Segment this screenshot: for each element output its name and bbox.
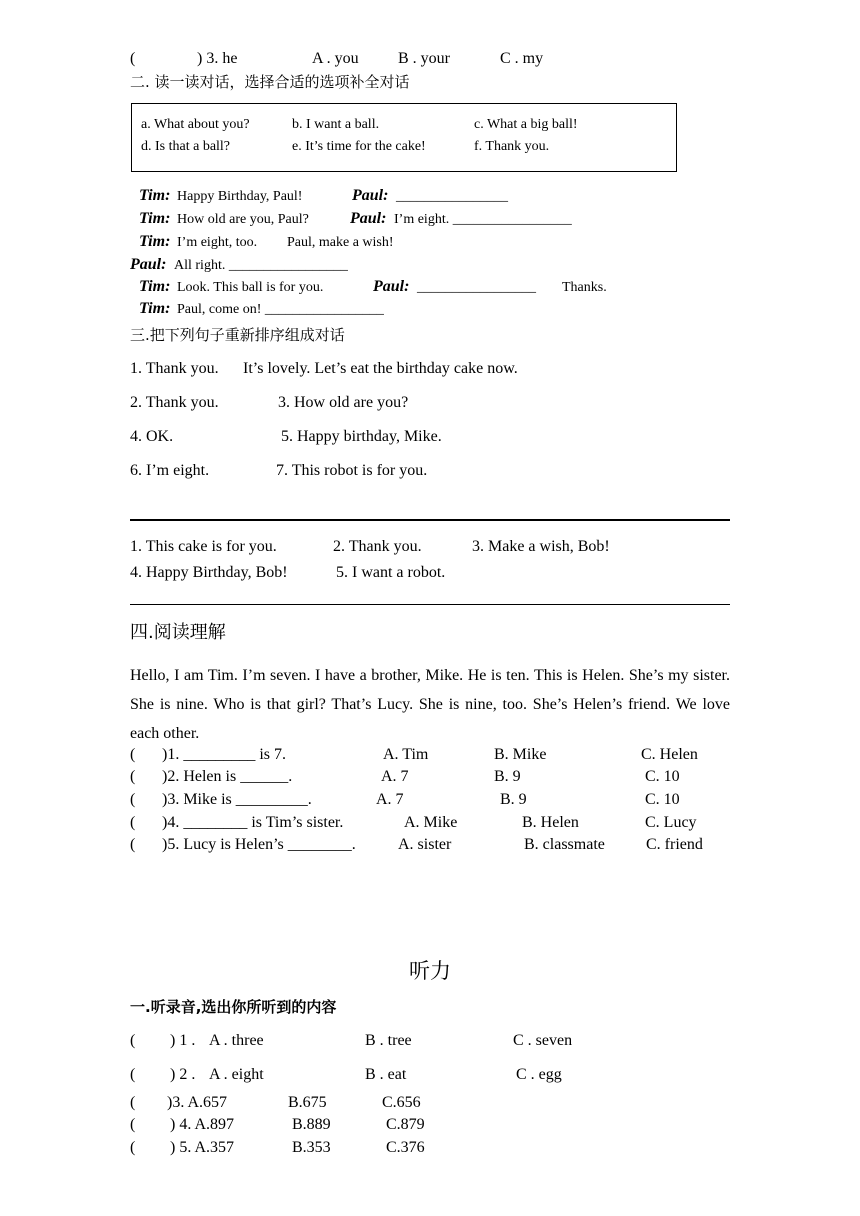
option-a: A. 7 <box>376 791 404 808</box>
speaker-paul: Paul: <box>130 256 167 273</box>
answer-bracket: ( <box>130 50 136 67</box>
option-a: A. sister <box>398 836 452 853</box>
reading-passage: Hello, I am Tim. I’m seven. I have a brother, Mike. He is ten. This is Helen. She’s my sister. She is nine. Who is that girl? That’s Lucy. She is nine, too. She’s Helen’s friend. We love each other. <box>130 667 730 742</box>
option-b: B.889 <box>292 1116 331 1133</box>
answer-line <box>130 519 730 521</box>
option-b: B.675 <box>288 1094 327 1111</box>
option-c: C. 10 <box>645 791 680 808</box>
answer-bracket: ( <box>130 1116 136 1133</box>
option-c: C. friend <box>646 836 703 853</box>
option-b: B.353 <box>292 1139 331 1156</box>
answer-bracket: ( <box>130 814 136 831</box>
option-b: B. Mike <box>494 746 547 763</box>
option-b-text: b. I want a ball. <box>292 117 380 132</box>
speaker-paul: Paul: <box>350 210 387 227</box>
dialogue-line: Look. This ball is for you. <box>177 280 324 295</box>
option-c-text: c. What a big ball! <box>474 117 578 132</box>
answer-line <box>130 604 730 605</box>
speaker-tim: Tim: <box>139 210 171 227</box>
dialogue-line: Thanks. <box>562 280 607 295</box>
option-a: A . three <box>209 1032 264 1049</box>
option-c: C.656 <box>382 1094 421 1111</box>
option-b: B . eat <box>365 1066 407 1083</box>
section2-heading: 二. 读一读对话，选择合适的选项补全对话 <box>130 73 410 91</box>
dialogue-line: Paul, come on! _________________ <box>177 302 384 317</box>
dialogue-line: I’m eight. _________________ <box>394 212 572 227</box>
sentence: 7. This robot is for you. <box>276 462 428 479</box>
sentence: 3. How old are you? <box>278 394 409 411</box>
speaker-tim: Tim: <box>139 300 171 317</box>
dialogue-line: I’m eight, too. <box>177 235 258 250</box>
question-text: )4. ________ is Tim’s sister. <box>162 814 344 831</box>
question-text: ) 5. A.357 <box>170 1139 234 1156</box>
speaker-paul: Paul: <box>373 278 410 295</box>
speaker-tim: Tim: <box>139 278 171 295</box>
sentence: 6. I’m eight. <box>130 462 210 479</box>
sentence: 1. This cake is for you. <box>130 538 277 555</box>
option-c: C. Helen <box>641 746 698 763</box>
option-c: C.879 <box>386 1116 425 1133</box>
option-c: C.376 <box>386 1139 425 1156</box>
speaker-paul: Paul: <box>352 187 389 204</box>
section3-heading: 三.把下列句子重新排序组成对话 <box>130 326 345 344</box>
option-b: B. 9 <box>500 791 527 808</box>
option-a: A . eight <box>209 1066 264 1083</box>
question-text: )2. Helen is ______. <box>162 768 293 785</box>
option-b: B. Helen <box>522 814 579 831</box>
option-c: C . egg <box>516 1066 562 1083</box>
option-a: A. 7 <box>381 768 409 785</box>
sentence: 1. Thank you. <box>130 360 219 377</box>
question-text: ) 3. he <box>197 50 238 67</box>
answer-blank: ________________ <box>396 189 508 204</box>
question-text: )3. Mike is _________. <box>162 791 312 808</box>
option-b: B . tree <box>365 1032 412 1049</box>
sentence: 2. Thank you. <box>333 538 422 555</box>
sentence: 5. Happy birthday, Mike. <box>281 428 442 445</box>
speaker-tim: Tim: <box>139 233 171 250</box>
answer-blank: _________________ <box>417 280 536 295</box>
question-text: )1. _________ is 7. <box>162 746 286 763</box>
option-e-text: e. It’s time for the cake! <box>292 139 426 154</box>
answer-bracket: ( <box>130 836 136 853</box>
section4-heading: 四.阅读理解 <box>130 622 226 643</box>
dialogue-line: How old are you, Paul? <box>177 212 309 227</box>
option-c: C . seven <box>513 1032 573 1049</box>
option-a: A. Tim <box>383 746 429 763</box>
option-a-text: a. What about you? <box>141 117 250 132</box>
question-text: )3. A.657 <box>167 1094 227 1111</box>
option-f-text: f. Thank you. <box>474 139 550 154</box>
sentence: It’s lovely. Let’s eat the birthday cake now. <box>243 360 518 377</box>
answer-bracket: ( <box>130 1066 136 1083</box>
option-a: A . you <box>312 50 359 67</box>
answer-bracket: ( <box>130 1032 136 1049</box>
option-c: C . my <box>500 50 544 67</box>
question-number: ) 1 . <box>170 1032 196 1049</box>
option-c: C. Lucy <box>645 814 697 831</box>
listening-heading: 一.听录音,选出你所听到的内容 <box>130 998 337 1016</box>
question-text: ) 4. A.897 <box>170 1116 234 1133</box>
question-text: )5. Lucy is Helen’s ________. <box>162 836 356 853</box>
sentence: 2. Thank you. <box>130 394 219 411</box>
option-d-text: d. Is that a ball? <box>141 139 231 154</box>
sentence: 5. I want a robot. <box>336 564 446 581</box>
question-number: ) 2 . <box>170 1066 196 1083</box>
dialogue-line: Paul, make a wish! <box>287 235 394 250</box>
answer-bracket: ( <box>130 1094 136 1111</box>
option-b: B . your <box>398 50 450 67</box>
answer-bracket: ( <box>130 791 136 808</box>
answer-bracket: ( <box>130 746 136 763</box>
answer-bracket: ( <box>130 1139 136 1156</box>
sentence: 4. Happy Birthday, Bob! <box>130 564 288 581</box>
speaker-tim: Tim: <box>139 187 171 204</box>
dialogue-line: Happy Birthday, Paul! <box>177 189 303 204</box>
sentence: 4. OK. <box>130 428 174 445</box>
dialogue-line: All right. _________________ <box>174 258 348 273</box>
option-c: C. 10 <box>645 768 680 785</box>
option-b: B. 9 <box>494 768 521 785</box>
answer-bracket: ( <box>130 768 136 785</box>
option-a: A. Mike <box>404 814 458 831</box>
sentence: 3. Make a wish, Bob! <box>472 538 610 555</box>
listening-title: 听力 <box>409 959 451 983</box>
option-b: B. classmate <box>524 836 605 853</box>
